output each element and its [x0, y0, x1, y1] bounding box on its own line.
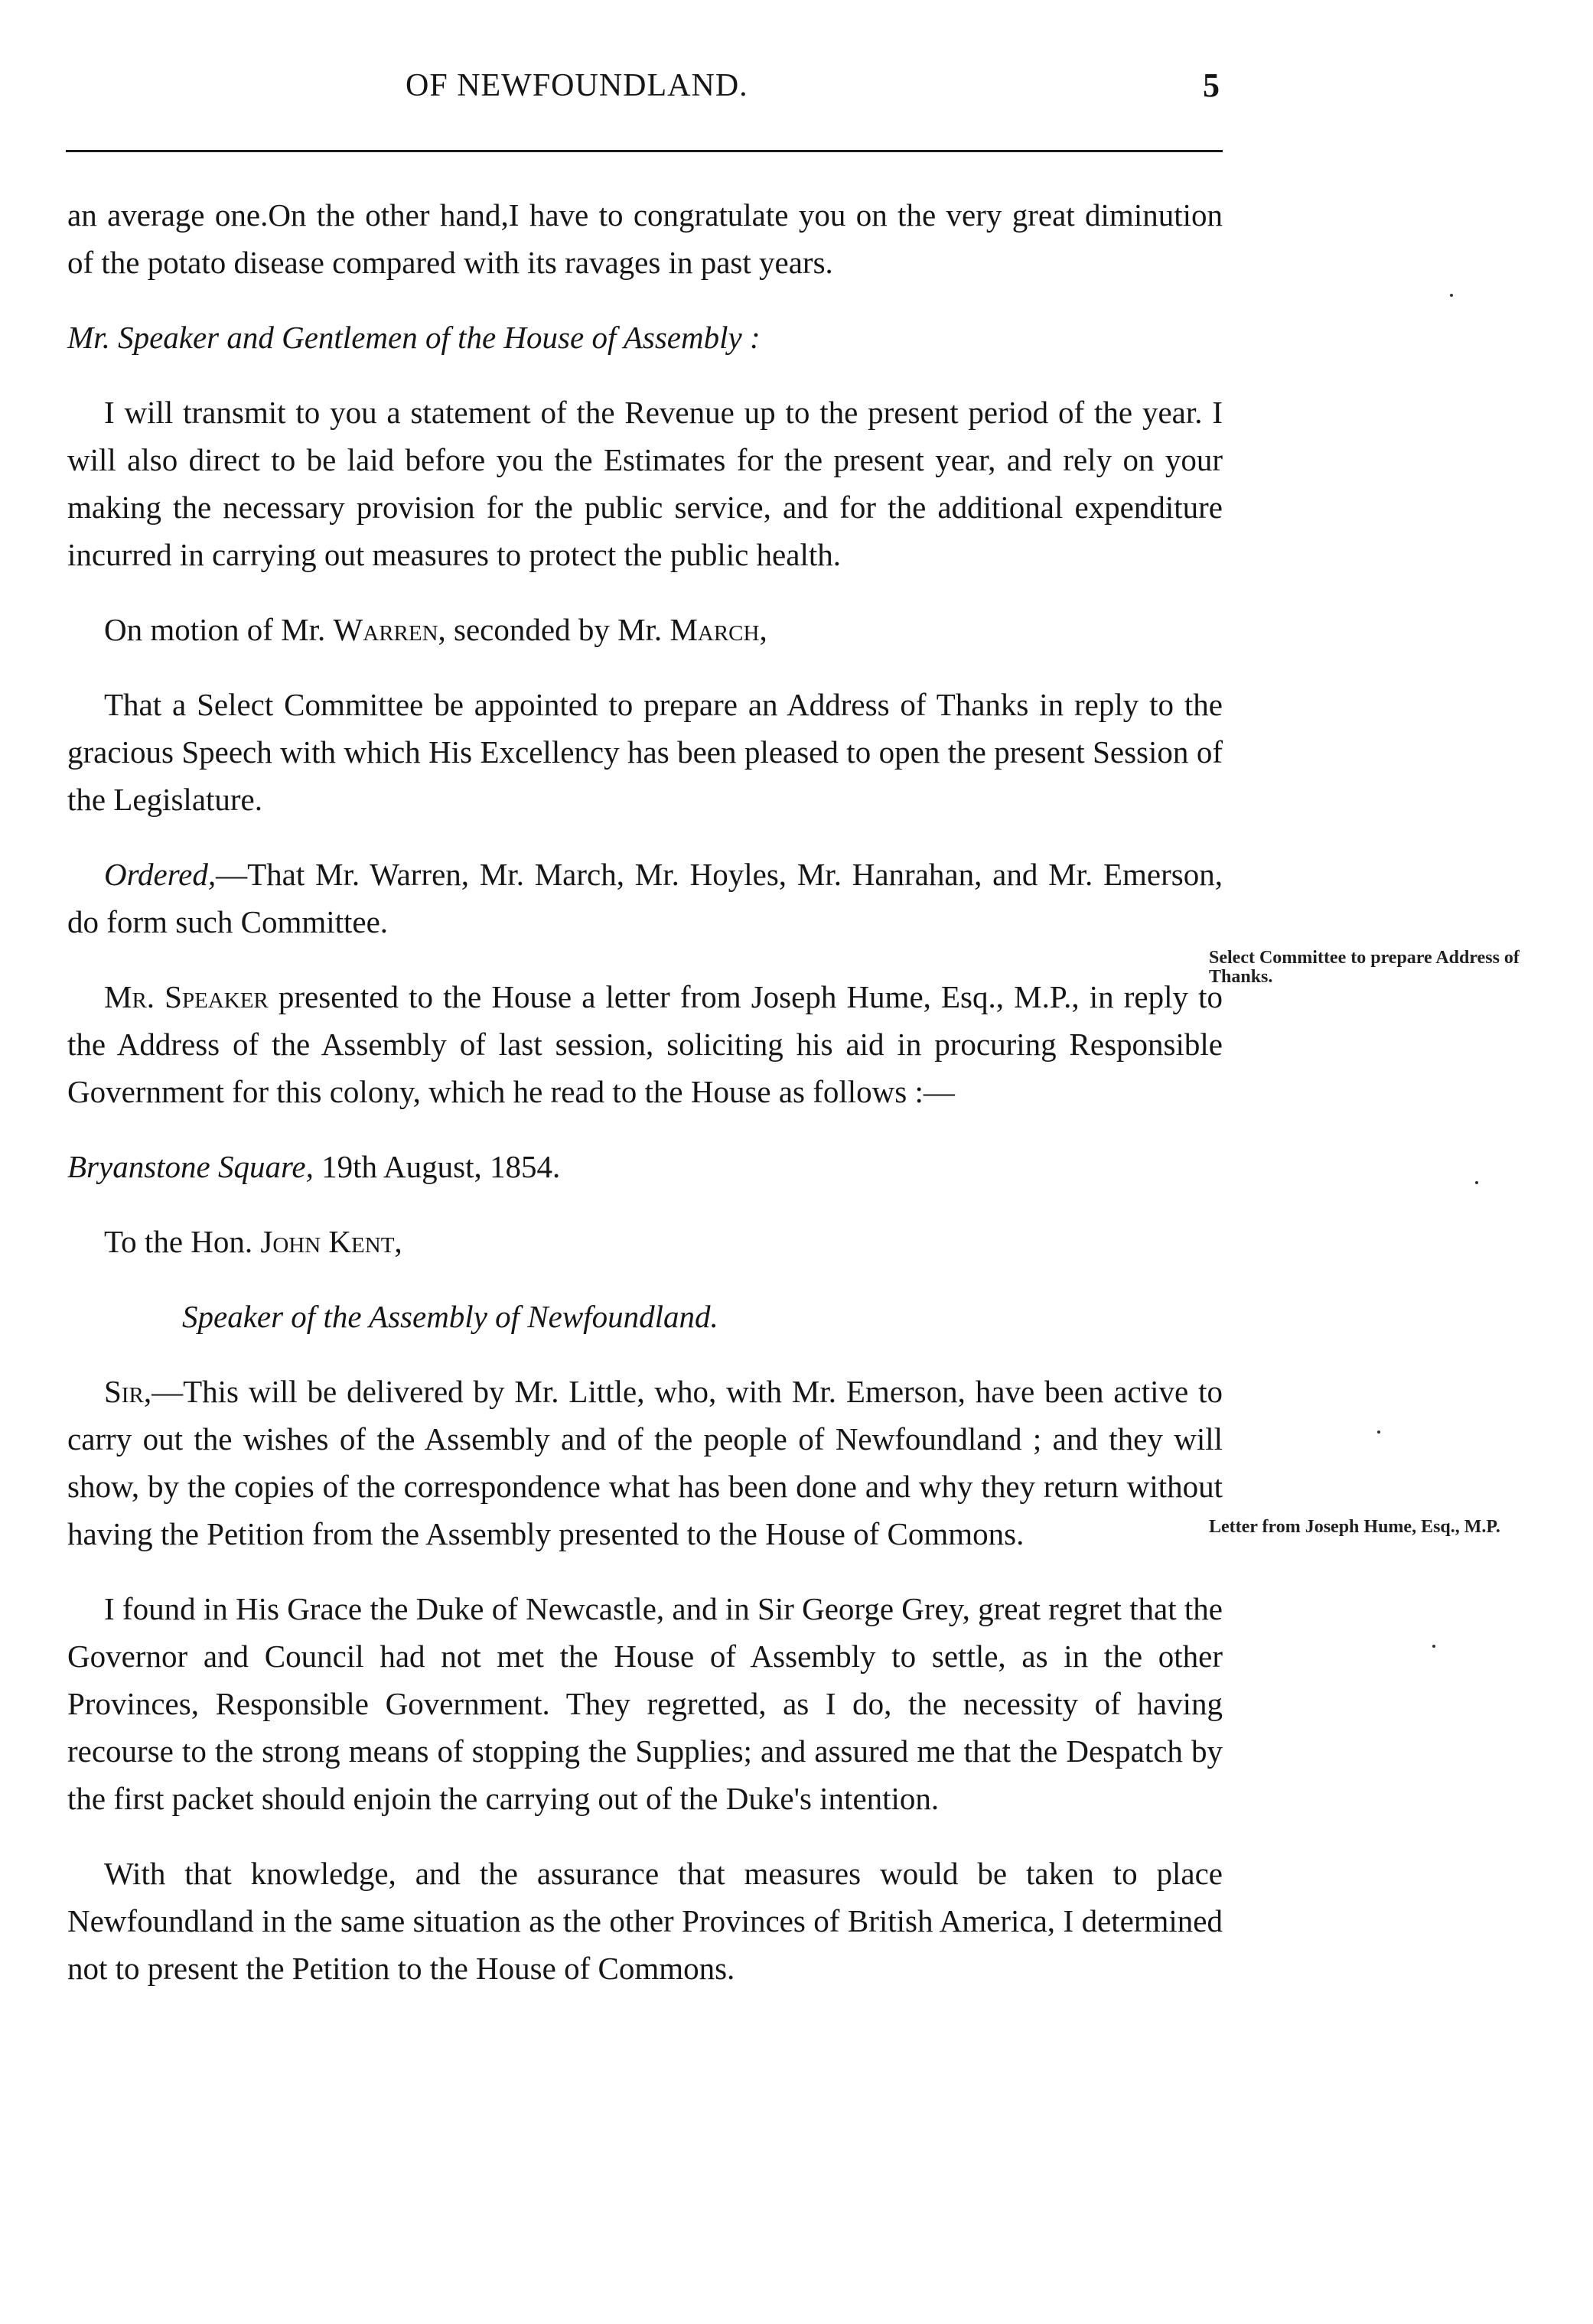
print-speck	[1475, 1181, 1478, 1184]
main-text	[67, 191, 1223, 2020]
addressee-after: ,	[394, 1224, 402, 1259]
motion-name-march: March	[669, 612, 760, 647]
ordered-lead: Ordered,	[104, 857, 217, 892]
motion-text-before: On motion of Mr.	[104, 612, 334, 647]
margin-note-hume-letter: Letter from Joseph Hume, Esq., M.P.	[1209, 1517, 1500, 1537]
letter-salutation: Sir	[104, 1374, 144, 1409]
addressee-before: To the Hon.	[104, 1224, 261, 1259]
running-header-title: OF NEWFOUNDLAND.	[406, 68, 748, 103]
letter-place: Bryanstone Square,	[67, 1149, 314, 1184]
paragraph-letter-body	[67, 1368, 1223, 1557]
speaker-letter-text: presented to the House a letter from Joseph Hume, Esq., M.P., in reply to the Address of the Assembly of last session, soliciting his aid in procuring Responsible Government for this colony, which he read to the House as follows :—	[67, 979, 1223, 1109]
letter-date: 19th August, 1854.	[313, 1149, 561, 1184]
letter-body-text: ,—This will be delivered by Mr. Little, who, with Mr. Emerson, have been active to carry out the wishes of the Assembly and of the people of Newfoundland ; and they will show, by the copies of the correspondence what has been done and why they return without having the Petition from the Assembly presented to the House of Commons.	[67, 1374, 1223, 1551]
motion-name-warren: Warren	[333, 612, 438, 647]
margin-note-select-committee: Select Committee to prepare Address of Thanks.	[1209, 948, 1520, 987]
motion-text-middle: , seconded by Mr.	[438, 612, 670, 647]
paragraph-potato-disease: an average one.On the other hand,I have to congratulate you on the very great diminution of the potato disease compared with its ravages in past years.	[67, 197, 1223, 280]
print-speck	[1377, 1431, 1380, 1434]
paragraph-ordered	[67, 851, 1223, 946]
letter-dateline	[67, 1143, 1223, 1190]
header-rule	[66, 150, 1223, 152]
letter-addressee	[67, 1218, 1223, 1265]
paragraph-revenue: I will transmit to you a statement of the Revenue up to the present period of the year. I will also direct to be laid before you the Estimates for the present year, and rely on your making the necessary provision for the public service, and for the additional expenditure incurred in carrying out measures to protect the public health.	[67, 395, 1223, 572]
page-number: 5	[1203, 67, 1220, 104]
paragraph-motion	[67, 606, 1223, 653]
speaker-lead: Mr. Speaker	[104, 979, 269, 1014]
addressee-name: John Kent	[260, 1224, 395, 1259]
paragraph-knowledge: With that knowledge, and the assurance that measures would be taken to place Newfoundland in the same situation as the other Provinces of British America, I determined not to present the Petition to the House of Commons.	[67, 1856, 1223, 1986]
paragraph-select-committee: That a Select Committee be appointed to prepare an Address of Thanks in reply to the gracious Speech with which His Excellency has been pleased to open the present Session of the Legislature.	[67, 687, 1223, 817]
print-speck	[1450, 294, 1453, 297]
paragraph-speaker-letter	[67, 973, 1223, 1115]
print-speck	[1432, 1645, 1435, 1648]
paragraph-duke-newcastle: I found in His Grace the Duke of Newcastle, and in Sir George Grey, great regret that the Governor and Council had not met the House of Assembly to settle, as in the other Provinces, Responsible Government. They regretted, as I do, the necessity of having recourse to the strong means of stopping the Supplies; and assured me that the Despatch by the first packet should enjoin the carrying out of the Duke's intention.	[67, 1591, 1223, 1816]
addressee-title: Speaker of the Assembly of Newfoundland.	[182, 1299, 718, 1334]
address-heading: Mr. Speaker and Gentlemen of the House of Assembly :	[67, 320, 761, 355]
motion-text-after: ,	[759, 612, 767, 647]
ordered-text: —That Mr. Warren, Mr. March, Mr. Hoyles, Mr. Hanrahan, and Mr. Emerson, do form such Committee.	[67, 857, 1223, 939]
